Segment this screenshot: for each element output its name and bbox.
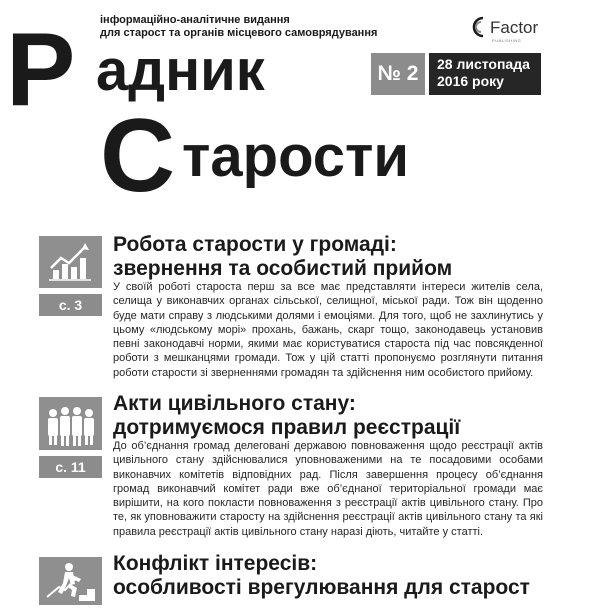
logo-sub: PUBLISHING — [492, 38, 522, 43]
section-2-page-tag: с. 11 — [39, 456, 102, 478]
section-3-title-line-2: особливості врегулювання для старост — [113, 576, 530, 599]
section-3-title — [113, 552, 553, 600]
title-initial-s: С — [100, 98, 173, 214]
issue-date-box — [429, 53, 541, 95]
title-initial-r: Р — [6, 12, 73, 128]
tagline-line-2: для старост та органів місцевого самоврядування — [100, 27, 378, 39]
section-1-page-tag: с. 3 — [39, 294, 102, 316]
title-word-1-rest: адник — [96, 38, 265, 103]
section-3-title-line-1: Конфлікт інтересів: — [113, 552, 318, 575]
section-2-body: До об’єднання громад делеговані державою повноваження щодо реєстрації актів цивільного стану здійснювалися уповноваженими на те посадовими особами виконавчих комітетів відповідних рад. Після завершення процесу об’єднання громад виконавчий комітет ради вже об’єднаної територіальної громади має вирішити, на кого покласти повноваження з реєстрації актів цивільного стану. Про те, як уповноважити старосту на здійснення реєстрації актів цивільного стану та які правила реєстрації актів цивільного стану наразі діють, читайте у статті. — [113, 440, 543, 538]
tagline — [100, 14, 377, 40]
section-1-body: У своїй роботі староста перш за все має представляти інтереси жителів села, селища у виконавчих органах сільської, селищної, міської ради. Тож він щоденно буде мати справу з людськими долями і емоціями. Для того, щоб не захлинутись у цьому «людському морі» прохань, бажань, скарг тощо, законодавець установив певні законодавчі норми, якими має користуватися староста під час повсякденної роботи з мешканцями громади. Тож у цій статті пропонуємо розглянути питання роботи старости зі зверненнями громадян та здійснення ним особистого прийому. — [113, 281, 543, 379]
people-group-icon — [39, 397, 102, 450]
issue-number-badge: № 2 — [371, 53, 425, 95]
publisher-logo — [470, 12, 542, 46]
section-2-icon-box — [39, 397, 102, 450]
section-3-icon-box — [39, 557, 102, 605]
date-line-2: 2016 року — [437, 73, 504, 89]
title-word-2-rest: тарости — [182, 124, 410, 189]
section-2-title-line-2: дотримуємося правил реєстрації — [113, 416, 461, 439]
section-1-title-line-1: Робота старости у громаді: — [113, 233, 397, 256]
runner-stairs-icon — [39, 557, 102, 605]
section-1-icon-box — [39, 236, 102, 288]
section-1-title — [113, 233, 553, 281]
factor-logo-icon — [470, 16, 488, 38]
section-2-title — [113, 392, 553, 440]
logo-text: Factor — [490, 18, 539, 37]
section-1-title-line-2: звернення та особистий прийом — [113, 257, 453, 280]
section-2-title-line-1: Акти цивільного стану: — [113, 392, 356, 415]
date-line-1: 28 листопада — [437, 56, 530, 72]
tagline-line-1: інформаційно-аналітичне видання — [100, 14, 290, 26]
bar-chart-growth-icon — [39, 236, 102, 288]
